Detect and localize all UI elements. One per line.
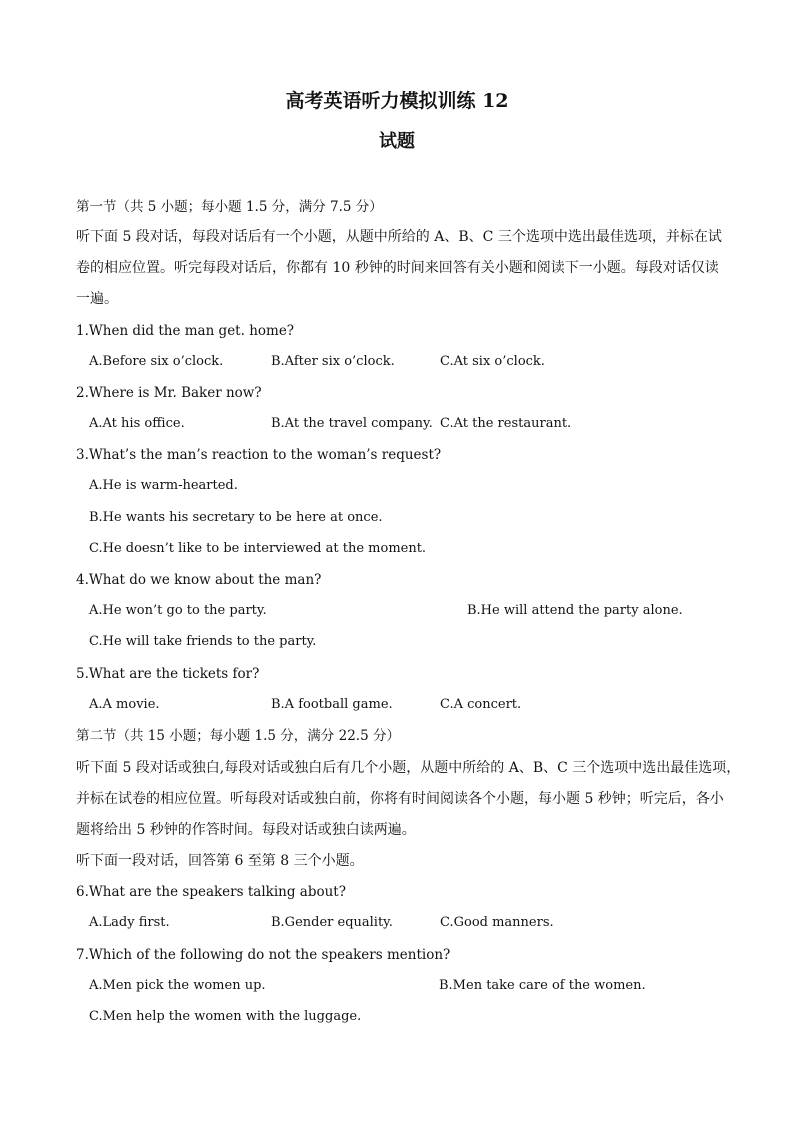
question-1: 1.When did the man get. home?: [76, 323, 295, 339]
q4-option-b: B.He will attend the party alone.: [467, 603, 683, 618]
q1-option-c: C.At six o’clock.: [440, 354, 545, 369]
q5-option-b: B.A football game.: [271, 697, 393, 712]
q6-option-b: B.Gender equality.: [271, 915, 393, 930]
q4-option-a: A.He won’t go to the party.: [89, 603, 267, 618]
section2-instruction-line: 听下面 5 段对话或独白,每段对话或独白后有几个小题，从题中所给的 A、B、C 三个选项中选出最佳选项，: [76, 760, 741, 776]
page-title: 高考英语听力模拟训练 12: [285, 90, 509, 112]
question-6: 6.What are the speakers talking about?: [76, 884, 346, 900]
q7-option-c: C.Men help the women with the luggage.: [89, 1009, 362, 1024]
section2-header: 第二节（共 15 小题；每小题 1.5 分，满分 22.5 分）: [76, 728, 400, 744]
question-5: 5.What are the tickets for?: [76, 666, 260, 682]
q4-option-c: C.He will take friends to the party.: [89, 634, 317, 649]
q1-option-b: B.After six o’clock.: [271, 354, 395, 369]
q7-option-a: A.Men pick the women up.: [89, 978, 266, 993]
question-7: 7.Which of the following do not the speakers mention?: [76, 947, 451, 963]
q1-option-a: A.Before six o’clock.: [89, 354, 224, 369]
dialogue-note: 听下面一段对话，回答第 6 至第 8 三个小题。: [76, 853, 364, 869]
section1-header: 第一节（共 5 小题；每小题 1.5 分，满分 7.5 分）: [76, 199, 383, 215]
section1-instruction-line: 一遍。: [76, 291, 118, 307]
question-4: 4.What do we know about the man?: [76, 572, 322, 588]
q2-option-a: A.At his office.: [89, 416, 185, 431]
q5-option-a: A.A movie.: [89, 697, 160, 712]
question-2: 2.Where is Mr. Baker now?: [76, 385, 262, 401]
q2-option-c: C.At the restaurant.: [440, 416, 572, 431]
q3-option-c: C.He doesn’t like to be interviewed at the moment.: [89, 541, 427, 556]
q5-option-c: C.A concert.: [440, 697, 522, 712]
page-subtitle: 试题: [379, 131, 415, 152]
q6-option-a: A.Lady first.: [89, 915, 170, 930]
q7-option-b: B.Men take care of the women.: [439, 978, 646, 993]
section1-instruction-line: 卷的相应位置。听完每段对话后，你都有 10 秒钟的时间来回答有关小题和阅读下一小题。每段对话仅读: [76, 260, 719, 276]
section1-instruction-line: 听下面 5 段对话，每段对话后有一个小题，从题中所给的 A、B、C 三个选项中选出最佳选项，并标在试: [76, 229, 722, 245]
section2-instruction-line: 并标在试卷的相应位置。听每段对话或独白前，你将有时间阅读各个小题，每小题 5 秒钟；听完后，各小: [76, 791, 724, 807]
q6-option-c: C.Good manners.: [440, 915, 554, 930]
q3-option-b: B.He wants his secretary to be here at once.: [89, 510, 383, 525]
q3-option-a: A.He is warm-hearted.: [89, 478, 238, 493]
question-3: 3.What’s the man’s reaction to the woman’s request?: [76, 447, 442, 463]
q2-option-b: B.At the travel company.: [271, 416, 433, 431]
section2-instruction-line: 题将给出 5 秒钟的作答时间。每段对话或独白读两遍。: [76, 822, 416, 838]
